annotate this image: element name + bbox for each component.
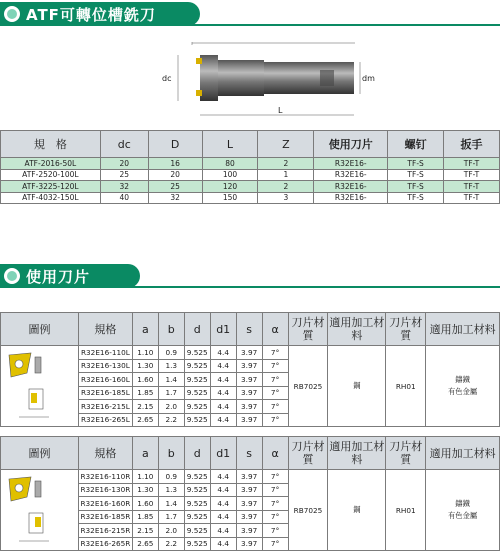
cell-screw: TF-S: [388, 169, 444, 181]
table-row: [1, 169, 500, 181]
col-header-d1: d1: [210, 437, 236, 470]
cell-d: 9.525: [184, 497, 210, 511]
insert-table-left: [0, 312, 500, 427]
cell-s: 3.97: [236, 400, 262, 414]
cell-alpha: 7°: [262, 510, 288, 524]
label-dc: dc: [162, 74, 172, 83]
cell-insert: R32E16-: [314, 192, 388, 204]
col-header-d: d: [184, 313, 210, 346]
cell-alpha: 7°: [262, 537, 288, 551]
cell-wrench: TF-T: [444, 192, 500, 204]
col-header-figure: 圖例: [1, 313, 79, 346]
col-header-insert: 使用刀片: [314, 131, 388, 158]
cell-spec: ATF-2520-100L: [1, 169, 101, 181]
col-header-Z: Z: [258, 131, 314, 158]
cell-spec: R32E16-130L: [78, 359, 132, 373]
col-header-s: s: [236, 313, 262, 346]
cell-alpha: 7°: [262, 386, 288, 400]
cell-dc: 32: [100, 181, 148, 193]
cell-a: 1.85: [132, 386, 158, 400]
cell-b: 0.9: [158, 470, 184, 484]
cutter-drawing: [150, 35, 375, 125]
col-header-d: d: [184, 437, 210, 470]
insert-diagram-left: [1, 346, 79, 427]
cell-spec: R32E16-160L: [78, 373, 132, 387]
insert-diagram-right: [1, 470, 79, 551]
cell-d: 9.525: [184, 413, 210, 427]
label-dm: dm: [362, 74, 375, 83]
bullet-icon: [4, 6, 20, 22]
cell-alpha: 7°: [262, 483, 288, 497]
cell-b: 2.2: [158, 537, 184, 551]
insert-illustration: [3, 471, 75, 547]
cell-dc: 25: [100, 169, 148, 181]
cell-spec: R32E16-185L: [78, 386, 132, 400]
col-header-D: D: [148, 131, 202, 158]
insert-table-right: [0, 436, 500, 551]
cell-b: 2.0: [158, 524, 184, 538]
cell-material-cast: 鑄鐵 有色金屬: [426, 470, 500, 551]
col-header-b: b: [158, 437, 184, 470]
col-header-wrench: 扳手: [444, 131, 500, 158]
cell-material-cast: 鑄鐵 有色金屬: [426, 346, 500, 427]
cell-material-steel: 鋼: [328, 346, 386, 427]
cell-Z: 2: [258, 181, 314, 193]
cell-d1: 4.4: [210, 483, 236, 497]
cell-d: 9.525: [184, 386, 210, 400]
cell-b: 1.3: [158, 483, 184, 497]
cell-a: 1.60: [132, 497, 158, 511]
cell-spec: ATF-4032-150L: [1, 192, 101, 204]
cell-a: 1.30: [132, 359, 158, 373]
col-header-dc: dc: [100, 131, 148, 158]
cell-d: 9.525: [184, 537, 210, 551]
col-header-grade: 刀片材質: [386, 313, 426, 346]
col-header-spec: 規格: [78, 313, 132, 346]
col-header-L: L: [202, 131, 258, 158]
cell-d1: 4.4: [210, 470, 236, 484]
cell-wrench: TF-T: [444, 158, 500, 170]
col-header-alpha: α: [262, 437, 288, 470]
cell-screw: TF-S: [388, 158, 444, 170]
cell-wrench: TF-T: [444, 181, 500, 193]
cell-spec: R32E16-265R: [78, 537, 132, 551]
col-header-material: 適用加工材料: [328, 437, 386, 470]
cell-alpha: 7°: [262, 413, 288, 427]
cell-alpha: 7°: [262, 373, 288, 387]
cell-d1: 4.4: [210, 510, 236, 524]
cell-Z: 2: [258, 158, 314, 170]
cell-a: 1.85: [132, 510, 158, 524]
cell-spec: R32E16-110R: [78, 470, 132, 484]
cell-insert: R32E16-: [314, 158, 388, 170]
cell-D: 25: [148, 181, 202, 193]
cell-grade-rh: RH01: [386, 346, 426, 427]
cell-alpha: 7°: [262, 400, 288, 414]
cell-dc: 40: [100, 192, 148, 204]
col-header-a: a: [132, 313, 158, 346]
cell-spec: R32E16-265L: [78, 413, 132, 427]
cell-b: 0.9: [158, 346, 184, 360]
cell-a: 2.15: [132, 524, 158, 538]
col-header-d1: d1: [210, 313, 236, 346]
cell-s: 3.97: [236, 386, 262, 400]
table-row: [1, 346, 500, 360]
cell-d1: 4.4: [210, 373, 236, 387]
section-title: 使用刀片: [26, 268, 91, 286]
cell-d: 9.525: [184, 373, 210, 387]
cell-s: 3.97: [236, 346, 262, 360]
cell-s: 3.97: [236, 359, 262, 373]
col-header-material: 適用加工材料: [426, 437, 500, 470]
insert-illustration: [3, 347, 75, 423]
cell-a: 1.10: [132, 346, 158, 360]
cell-b: 1.7: [158, 386, 184, 400]
cell-Z: 3: [258, 192, 314, 204]
cell-d1: 4.4: [210, 359, 236, 373]
cell-d1: 4.4: [210, 400, 236, 414]
cell-d: 9.525: [184, 483, 210, 497]
cell-screw: TF-S: [388, 181, 444, 193]
label-L: L: [278, 106, 283, 115]
cell-s: 3.97: [236, 537, 262, 551]
cell-screw: TF-S: [388, 192, 444, 204]
bullet-icon: [4, 268, 20, 284]
cell-s: 3.97: [236, 497, 262, 511]
section-header-tools: [0, 2, 500, 26]
cell-spec: R32E16-130R: [78, 483, 132, 497]
cell-spec: R32E16-215L: [78, 400, 132, 414]
cell-b: 1.4: [158, 373, 184, 387]
cell-d: 9.525: [184, 524, 210, 538]
cell-d1: 4.4: [210, 497, 236, 511]
cell-insert: R32E16-: [314, 181, 388, 193]
cell-D: 20: [148, 169, 202, 181]
cell-s: 3.97: [236, 524, 262, 538]
cell-alpha: 7°: [262, 497, 288, 511]
cell-dc: 20: [100, 158, 148, 170]
cell-a: 1.10: [132, 470, 158, 484]
cutter-head: [200, 55, 218, 101]
cell-alpha: 7°: [262, 524, 288, 538]
cell-b: 2.2: [158, 413, 184, 427]
cell-D: 32: [148, 192, 202, 204]
cell-b: 1.3: [158, 359, 184, 373]
cell-d: 9.525: [184, 470, 210, 484]
table-row: [1, 192, 500, 204]
col-header-s: s: [236, 437, 262, 470]
col-header-grade: 刀片材質: [288, 313, 328, 346]
insert-top: [196, 58, 202, 64]
col-header-material: 適用加工材料: [426, 313, 500, 346]
section-header-inserts: [0, 264, 500, 288]
col-header-alpha: α: [262, 313, 288, 346]
col-header-grade: 刀片材質: [386, 437, 426, 470]
col-header-screw: 螺钉: [388, 131, 444, 158]
col-header-grade: 刀片材質: [288, 437, 328, 470]
cell-alpha: 7°: [262, 346, 288, 360]
cell-d: 9.525: [184, 510, 210, 524]
cell-Z: 1: [258, 169, 314, 181]
cell-s: 3.97: [236, 483, 262, 497]
cell-grade-rh: RH01: [386, 470, 426, 551]
section-title: ATF可轉位槽銑刀: [26, 6, 156, 24]
cell-L: 80: [202, 158, 258, 170]
cell-d1: 4.4: [210, 537, 236, 551]
cell-spec: R32E16-160R: [78, 497, 132, 511]
col-header-material: 適用加工材料: [328, 313, 386, 346]
cell-d: 9.525: [184, 346, 210, 360]
cell-spec: R32E16-215R: [78, 524, 132, 538]
cell-b: 2.0: [158, 400, 184, 414]
cell-alpha: 7°: [262, 359, 288, 373]
cell-spec: R32E16-110L: [78, 346, 132, 360]
cell-s: 3.97: [236, 470, 262, 484]
cell-d1: 4.4: [210, 346, 236, 360]
cell-D: 16: [148, 158, 202, 170]
table-row: [1, 181, 500, 193]
col-header-figure: 圖例: [1, 437, 79, 470]
col-header-spec: 規格: [78, 437, 132, 470]
cell-insert: R32E16-: [314, 169, 388, 181]
cell-d1: 4.4: [210, 524, 236, 538]
cell-spec: R32E16-185R: [78, 510, 132, 524]
col-header-a: a: [132, 437, 158, 470]
cell-spec: ATF-2016-50L: [1, 158, 101, 170]
cutter-spec-table: [0, 130, 500, 204]
cutter-neck: [218, 60, 264, 96]
cell-a: 1.30: [132, 483, 158, 497]
cell-L: 120: [202, 181, 258, 193]
cell-spec: ATF-3225-120L: [1, 181, 101, 193]
col-header-b: b: [158, 313, 184, 346]
cell-d1: 4.4: [210, 413, 236, 427]
cell-b: 1.7: [158, 510, 184, 524]
table-row: [1, 470, 500, 484]
cutter-shank: [264, 62, 354, 94]
cell-wrench: TF-T: [444, 169, 500, 181]
col-header-spec: 規 格: [1, 131, 101, 158]
cell-s: 3.97: [236, 510, 262, 524]
cell-L: 150: [202, 192, 258, 204]
cell-alpha: 7°: [262, 470, 288, 484]
cell-s: 3.97: [236, 413, 262, 427]
cell-a: 2.65: [132, 413, 158, 427]
cell-d1: 4.4: [210, 386, 236, 400]
cell-a: 2.15: [132, 400, 158, 414]
cell-s: 3.97: [236, 373, 262, 387]
cell-grade-rb: RB7025: [288, 346, 328, 427]
cell-a: 1.60: [132, 373, 158, 387]
cell-b: 1.4: [158, 497, 184, 511]
cell-material-steel: 鋼: [328, 470, 386, 551]
cell-L: 100: [202, 169, 258, 181]
cell-d: 9.525: [184, 359, 210, 373]
cell-a: 2.65: [132, 537, 158, 551]
cell-d: 9.525: [184, 400, 210, 414]
table-row: [1, 158, 500, 170]
insert-bottom: [196, 90, 202, 96]
cell-grade-rb: RB7025: [288, 470, 328, 551]
